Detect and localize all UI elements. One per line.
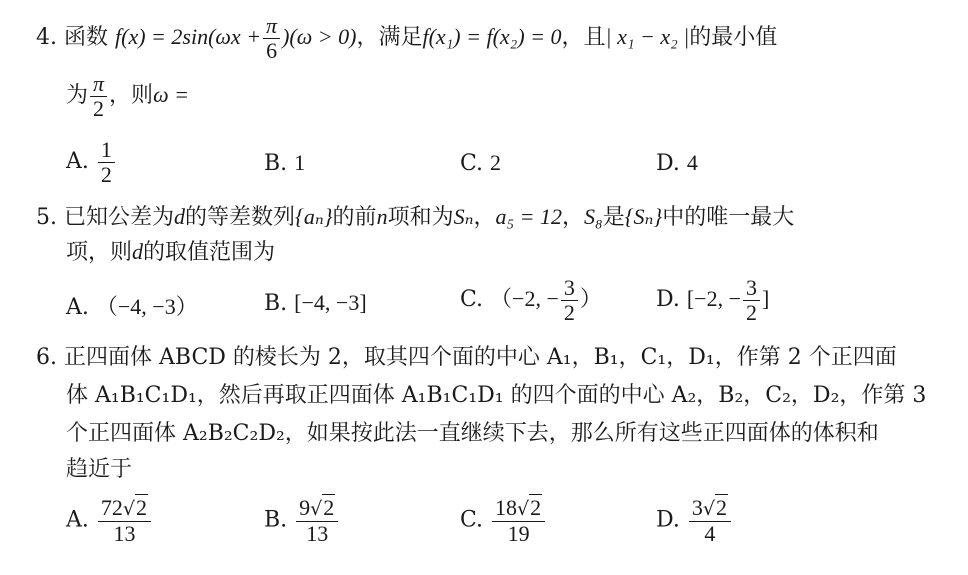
sqrt-symbol: √2 [310,495,335,520]
frac-den: 13 [306,520,329,546]
sqrt-symbol: √2 [122,495,147,520]
q4-line2 [66,72,189,120]
q5-sep: ， [473,205,496,230]
q4-and: ，且 [561,25,606,51]
radicand: 2 [136,495,147,520]
q5-text: 是 [602,205,625,230]
radicand: 2 [530,495,542,520]
q6-text-line2: 体 A₁B₁C₁D₁，然后再取正四面体 A₁B₁C₁D₁ 的四个面的中心 A₂，B₂，C₂，D₂，作第 3 [66,383,927,408]
frac-coef: 9 [299,495,311,520]
q5-d: d [132,239,144,264]
q6-line3 [66,419,879,449]
q4-line2-post: ，则 [109,83,154,109]
q4-condition: f(x₁) = f(x₂) = 0 [422,24,562,50]
q5-s8: S₈ [584,204,603,229]
q5-text: 中的唯一最大 [662,205,795,230]
option-value: [−2, − [686,286,741,312]
q5-d: d [174,204,186,229]
option-label: A. [66,149,89,175]
option-label: B. [264,291,288,316]
radicand: 2 [715,495,727,520]
q4-line2-pre: 为 [66,83,89,109]
frac-coef: 72 [100,495,123,520]
q4-func-lhs: f(x) = 2sin(ωx + [115,24,262,50]
option-label: D. [656,151,680,176]
sqrt-symbol: √2 [702,495,727,520]
option-label: D. [656,287,680,313]
q4-option-a [66,138,117,186]
q5-text: 的取值范围为 [143,240,276,265]
q4-satisfy: ，满足 [356,25,423,51]
q6-text-line4: 趋近于 [66,457,133,482]
option-value: ] [762,286,770,312]
q4-option-c [460,150,501,176]
q5-text: 项，则 [66,240,133,265]
q4-omega: ω = [153,82,189,108]
radicand: 2 [323,495,335,520]
q6-option-d [656,496,733,545]
option-value: 2 [490,150,502,175]
q4-min: 的最小值 [689,25,778,51]
q5-text: 项和为 [387,205,454,230]
option-value: [−4, −3] [294,290,367,315]
q5-text: 的前 [332,205,377,230]
q6-line1 [36,343,897,373]
q5-seq-a: {aₙ} [295,204,333,229]
q5-sep: ， [562,205,585,230]
option-value: 1 [294,150,306,175]
q4-option-d [656,150,698,176]
q6-text-line3: 个正四面体 A₂B₂C₂D₂，如果按此法一直继续下去，那么所有这些正四面体的体积和 [66,421,879,446]
option-value: （−2, − [490,286,559,312]
q6-d-frac [689,496,731,545]
q5-option-a [66,290,198,321]
option-label: C. [460,151,484,176]
option-label: C. [460,507,484,533]
q5-line2 [66,237,275,268]
q6-number: 6. [36,345,57,370]
option-label: A. [66,507,89,533]
q6-text-line1: 正四面体 ABCD 的棱长为 2，取其四个面的中心 A₁，B₁，C₁，D₁，作第 2 个正四面 [64,345,897,370]
q6-line2 [66,381,926,411]
q5-a5: a₅ = 12 [495,204,563,229]
q6-line4 [66,455,132,485]
option-label: D. [656,507,680,533]
q5-option-d [656,276,769,324]
q5-d-frac: $\frac{3}{2}$ [743,276,760,324]
q5-seq-s: {Sₙ} [624,204,663,229]
frac-coef: 18 [495,495,518,520]
q5-text: 已知公差为 [64,205,175,230]
q6-b-frac [296,496,338,545]
q6-option-c [460,496,547,545]
q4-frac-pi-2: $\frac{\pi}{2}$ [90,72,107,120]
q4-stem-pre: 函数 [64,25,109,51]
q5-n: n [376,204,388,229]
frac-den: 13 [113,520,136,546]
q5-text: 的等差数列 [185,205,296,230]
option-label: B. [264,151,288,176]
frac-den: 4 [704,520,716,546]
sqrt-symbol: √2 [517,495,542,520]
option-value: ） [579,286,602,312]
q6-option-a [66,496,153,545]
option-value: 4 [686,150,698,175]
q4-abs: | x₁ − x₂ | [605,24,690,50]
frac-coef: 3 [691,495,703,520]
option-label: C. [460,287,484,313]
q4-func-rhs: )(ω > 0) [282,24,357,50]
frac-den: 19 [507,520,530,546]
q6-c-frac [492,496,545,545]
q4-line1 [36,14,777,62]
q5-c-frac: $\frac{3}{2}$ [561,276,578,324]
q5-sn: Sₙ [453,204,474,229]
q4-frac-pi-6: $\frac{\pi}{6}$ [263,14,280,62]
option-label: A. [66,295,89,320]
option-label: B. [264,507,288,533]
q5-option-c [460,276,602,324]
q4-a-frac: $\frac{1}{2}$ [98,138,115,186]
q4-option-b [264,150,305,176]
q5-line1 [36,202,794,233]
q4-number: 4. [36,25,57,51]
option-value: （−4, −3） [95,294,198,319]
q5-number: 5. [36,205,57,230]
q6-option-b [264,496,340,545]
q6-a-frac [98,496,151,545]
q5-option-b [264,290,367,316]
